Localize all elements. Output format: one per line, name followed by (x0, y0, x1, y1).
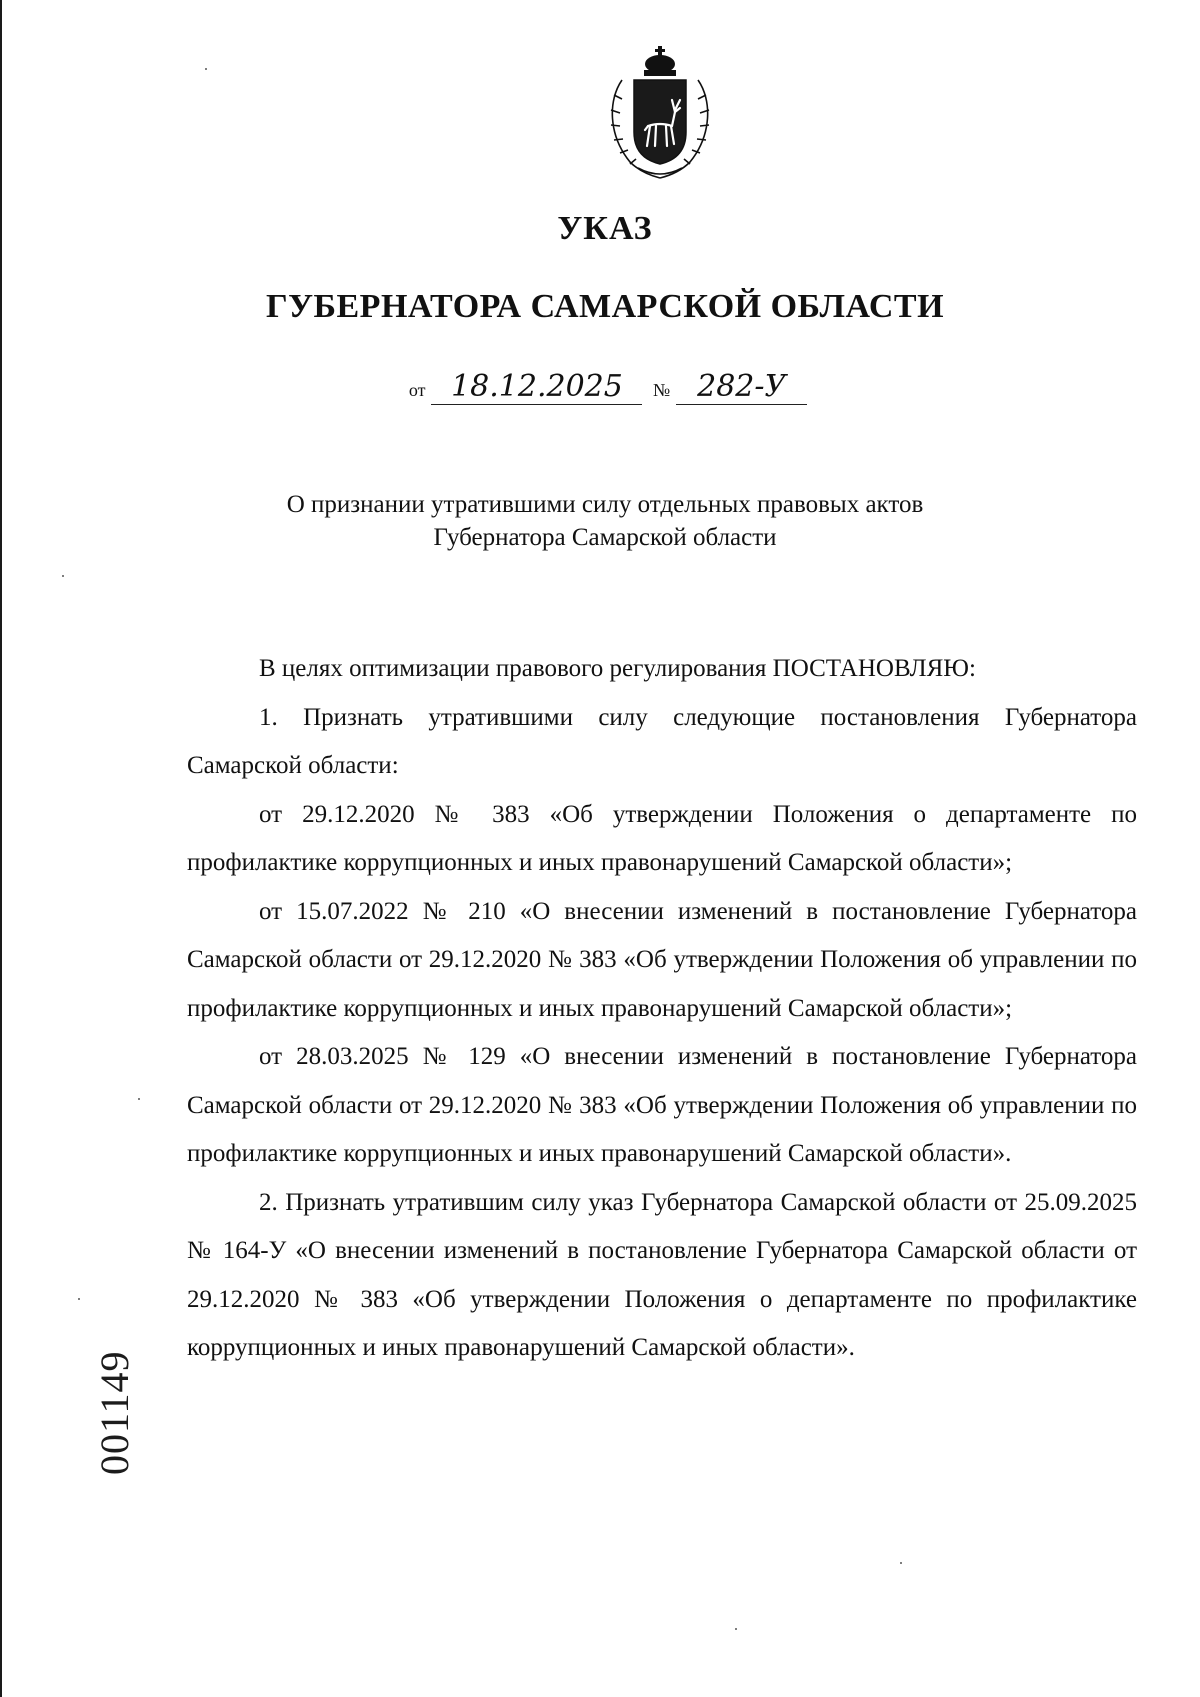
issuer-heading: ГУБЕРНАТОРА САМАРСКОЙ ОБЛАСТИ (265, 288, 945, 325)
handwritten-date: 18.12.2025 (431, 370, 642, 405)
scan-speck (62, 575, 64, 577)
repealed-act: от 15.07.2022 № 210 «О внесении изменений в постановление Губернатора Самарской области от 29.12.2020 № 383 «Об утверждении Положения об управлении по профилактике коррупционных и иных правонарушений Самарской области»; (187, 897, 1137, 1022)
item-2: 2. Признать утратившим силу указ Губернатора Самарской области от 25.09.2025 № 164-У «О внесении изменений в постановление Губернатора Самарской области от 29.12.2020 № 383 «Об утверждении Положения о департаменте по профилактике коррупционных и иных правонарушений Самарской области». (187, 1188, 1137, 1361)
scan-speck (138, 1098, 140, 1100)
preamble: В целях оптимизации правового регулирования ПОСТАНОВЛЯЮ: (259, 655, 976, 682)
repealed-act: от 29.12.2020 № 383 «Об утверждении Положения о департаменте по профилактике коррупционных и иных правонарушений Самарской области»; (187, 800, 1137, 876)
repealed-act: от 28.03.2025 № 129 «О внесении изменений в постановление Губернатора Самарской области от 29.12.2020 № 383 «Об утверждении Положения об управлении по профилактике коррупционных и иных правонарушений Самарской области». (187, 1043, 1137, 1167)
samara-coat-of-arms-icon (600, 40, 720, 180)
side-serial-stamp: 001149 (92, 1350, 137, 1475)
number-label: № (652, 380, 671, 400)
page-edge-line (0, 0, 2, 1697)
item-1-intro: 1. Признать утратившими силу следующие постановления Губернатора Самарской области: (187, 703, 1137, 779)
scan-speck (735, 1628, 737, 1630)
scan-speck (205, 68, 207, 70)
date-number-line (0, 370, 1200, 405)
date-prefix: от (408, 380, 426, 400)
document-body (187, 645, 1137, 1373)
scan-speck (78, 1298, 80, 1300)
document-subject (0, 488, 1200, 554)
subject-line-1: О признании утратившими силу отдельных правовых актов (286, 491, 924, 518)
scan-speck (900, 1562, 902, 1564)
subject-line-2: Губернатора Самарской области (433, 524, 777, 551)
handwritten-number: 282-У (676, 370, 807, 405)
document-type-heading: УКАЗ (557, 210, 653, 247)
